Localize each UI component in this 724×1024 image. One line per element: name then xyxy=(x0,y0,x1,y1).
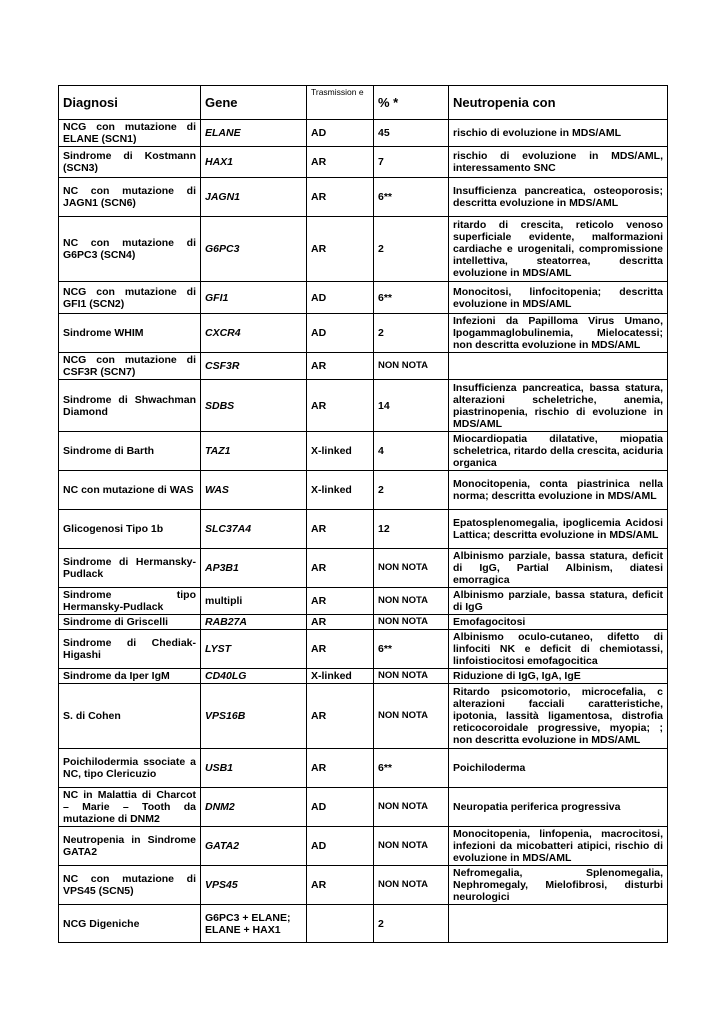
cell-gene: CD40LG xyxy=(201,669,307,684)
table-row xyxy=(59,905,668,943)
table-row xyxy=(59,749,668,788)
cell-neutropenia: Monocitopenia, linfopenia, macrocitosi, infezioni da micobatteri atipici, rischio di evoluzione in MDS/AML xyxy=(449,827,668,866)
cell-percent: 2 xyxy=(374,314,449,353)
cell-percent: 14 xyxy=(374,380,449,432)
table-row xyxy=(59,630,668,669)
cell-trasmissione: AD xyxy=(307,314,374,353)
table-body xyxy=(59,120,668,943)
cell-gene: VPS16B xyxy=(201,684,307,749)
cell-diagnosi: Sindrome tipo Hermansky-Pudlack xyxy=(59,588,201,615)
cell-neutropenia: Albinismo oculo-cutaneo, difetto di linfociti NK e deficit di chemiotassi, linfoistiocitosi emofagocitica xyxy=(449,630,668,669)
cell-percent: 45 xyxy=(374,120,449,147)
cell-diagnosi: NC con mutazione di WAS xyxy=(59,471,201,510)
cell-trasmissione: AD xyxy=(307,788,374,827)
cell-diagnosi: Poichilodermia ssociate a NC, tipo Clericuzio xyxy=(59,749,201,788)
cell-diagnosi: Sindrome di Shwachman Diamond xyxy=(59,380,201,432)
table-row xyxy=(59,432,668,471)
cell-trasmissione: X-linked xyxy=(307,471,374,510)
table-row xyxy=(59,353,668,380)
cell-trasmissione: AR xyxy=(307,615,374,630)
cell-trasmissione: AR xyxy=(307,380,374,432)
cell-neutropenia: Ritardo psicomotorio, microcefalia, c alterazioni facciali caratteristiche, ipotonia, lassità ligamentosa, distrofia reticocoroidale progressive, myopia; ; non descritta evoluzione in MDS/AML xyxy=(449,684,668,749)
cell-percent: NON NOTA xyxy=(374,788,449,827)
cell-percent: NON NOTA xyxy=(374,353,449,380)
cell-gene: G6PC3 xyxy=(201,217,307,282)
table-row xyxy=(59,684,668,749)
cell-neutropenia: Neuropatia periferica progressiva xyxy=(449,788,668,827)
cell-neutropenia: Monocitopenia, conta piastrinica nella norma; descritta evoluzione in MDS/AML xyxy=(449,471,668,510)
table-row xyxy=(59,788,668,827)
cell-trasmissione: AD xyxy=(307,120,374,147)
table-row xyxy=(59,217,668,282)
cell-diagnosi: S. di Cohen xyxy=(59,684,201,749)
cell-trasmissione xyxy=(307,905,374,943)
cell-percent: 7 xyxy=(374,147,449,178)
cell-neutropenia: Insufficienza pancreatica, osteoporosis; descritta evoluzione in MDS/AML xyxy=(449,178,668,217)
table-row xyxy=(59,588,668,615)
cell-neutropenia: Albinismo parziale, bassa statura, deficit di IgG, Partial Albinism, diatesi emorragica xyxy=(449,549,668,588)
table-row xyxy=(59,471,668,510)
cell-trasmissione: AR xyxy=(307,588,374,615)
cell-trasmissione: AD xyxy=(307,282,374,314)
cell-diagnosi: NC con mutazione di G6PC3 (SCN4) xyxy=(59,217,201,282)
cell-neutropenia: Poichiloderma xyxy=(449,749,668,788)
cell-diagnosi: Sindrome di Barth xyxy=(59,432,201,471)
cell-gene: LYST xyxy=(201,630,307,669)
table-row xyxy=(59,178,668,217)
cell-gene: ELANE xyxy=(201,120,307,147)
cell-diagnosi: NCG con mutazione di ELANE (SCN1) xyxy=(59,120,201,147)
cell-gene: RAB27A xyxy=(201,615,307,630)
cell-gene: CXCR4 xyxy=(201,314,307,353)
cell-trasmissione: X-linked xyxy=(307,669,374,684)
cell-percent: NON NOTA xyxy=(374,669,449,684)
cell-trasmissione: AR xyxy=(307,178,374,217)
cell-trasmissione: AR xyxy=(307,630,374,669)
cell-gene: HAX1 xyxy=(201,147,307,178)
cell-gene: CSF3R xyxy=(201,353,307,380)
cell-percent: 6** xyxy=(374,749,449,788)
cell-percent: NON NOTA xyxy=(374,684,449,749)
table-row xyxy=(59,147,668,178)
header-gene: Gene xyxy=(201,86,307,120)
table-row xyxy=(59,549,668,588)
header-percent: % * xyxy=(374,86,449,120)
neutropenia-table xyxy=(58,85,668,943)
cell-diagnosi: Sindrome di Griscelli xyxy=(59,615,201,630)
table-row xyxy=(59,314,668,353)
cell-percent: 12 xyxy=(374,510,449,549)
cell-gene: G6PC3 + ELANE; ELANE + HAX1 xyxy=(201,905,307,943)
cell-neutropenia: Insufficienza pancreatica, bassa statura, alterazioni scheletriche, anemia, piastrinopenia, rischio di evoluzione in MDS/AML xyxy=(449,380,668,432)
cell-percent: 6** xyxy=(374,630,449,669)
cell-trasmissione: X-linked xyxy=(307,432,374,471)
cell-neutropenia: rischio di evoluzione in MDS/AML xyxy=(449,120,668,147)
table-row xyxy=(59,380,668,432)
cell-percent: 2 xyxy=(374,471,449,510)
cell-trasmissione: AR xyxy=(307,353,374,380)
cell-gene: JAGN1 xyxy=(201,178,307,217)
table-row xyxy=(59,669,668,684)
cell-diagnosi: NC in Malattia di Charcot – Marie – Tooth da mutazione di DNM2 xyxy=(59,788,201,827)
cell-neutropenia: Albinismo parziale, bassa statura, deficit di IgG xyxy=(449,588,668,615)
table-row xyxy=(59,282,668,314)
cell-diagnosi: Sindrome da Iper IgM xyxy=(59,669,201,684)
cell-gene: GFI1 xyxy=(201,282,307,314)
cell-percent: 4 xyxy=(374,432,449,471)
cell-percent: 2 xyxy=(374,905,449,943)
cell-neutropenia: Emofagocitosi xyxy=(449,615,668,630)
cell-trasmissione: AD xyxy=(307,827,374,866)
table-row xyxy=(59,120,668,147)
cell-neutropenia: Monocitosi, linfocitopenia; descritta evoluzione in MDS/AML xyxy=(449,282,668,314)
cell-diagnosi: NCG Digeniche xyxy=(59,905,201,943)
cell-percent: 2 xyxy=(374,217,449,282)
cell-gene: VPS45 xyxy=(201,866,307,905)
cell-neutropenia: Miocardiopatia dilatative, miopatia scheletrica, ritardo della crescita, aciduria organica xyxy=(449,432,668,471)
cell-neutropenia: Epatosplenomegalia, ipoglicemia Acidosi Lattica; descritta evoluzione in MDS/AML xyxy=(449,510,668,549)
cell-percent: 6** xyxy=(374,178,449,217)
cell-diagnosi: Sindrome di Chediak-Higashi xyxy=(59,630,201,669)
cell-trasmissione: AR xyxy=(307,510,374,549)
cell-diagnosi: Sindrome di Kostmann (SCN3) xyxy=(59,147,201,178)
table-row xyxy=(59,866,668,905)
cell-diagnosi: Neutropenia in Sindrome GATA2 xyxy=(59,827,201,866)
cell-trasmissione: AR xyxy=(307,217,374,282)
header-diagnosi: Diagnosi xyxy=(59,86,201,120)
cell-diagnosi: Sindrome di Hermansky-Pudlack xyxy=(59,549,201,588)
cell-percent: 6** xyxy=(374,282,449,314)
cell-trasmissione: AR xyxy=(307,866,374,905)
cell-diagnosi: NC con mutazione di JAGN1 (SCN6) xyxy=(59,178,201,217)
cell-diagnosi: NCG con mutazione di GFI1 (SCN2) xyxy=(59,282,201,314)
cell-gene: multipli xyxy=(201,588,307,615)
cell-gene: DNM2 xyxy=(201,788,307,827)
cell-neutropenia xyxy=(449,905,668,943)
cell-neutropenia: rischio di evoluzione in MDS/AML, interessamento SNC xyxy=(449,147,668,178)
cell-percent: NON NOTA xyxy=(374,615,449,630)
cell-neutropenia: Riduzione di IgG, IgA, IgE xyxy=(449,669,668,684)
table-row xyxy=(59,827,668,866)
cell-neutropenia: Nefromegalia, Splenomegalia, Nephromegaly, Mielofibrosi, disturbi neurologici xyxy=(449,866,668,905)
cell-gene: SDBS xyxy=(201,380,307,432)
cell-gene: GATA2 xyxy=(201,827,307,866)
cell-diagnosi: Sindrome WHIM xyxy=(59,314,201,353)
cell-gene: SLC37A4 xyxy=(201,510,307,549)
cell-trasmissione: AR xyxy=(307,684,374,749)
cell-trasmissione: AR xyxy=(307,749,374,788)
cell-trasmissione: AR xyxy=(307,549,374,588)
table-row xyxy=(59,615,668,630)
cell-diagnosi: NC con mutazione di VPS45 (SCN5) xyxy=(59,866,201,905)
header-row xyxy=(59,86,668,120)
cell-gene: AP3B1 xyxy=(201,549,307,588)
cell-percent: NON NOTA xyxy=(374,866,449,905)
cell-gene: WAS xyxy=(201,471,307,510)
cell-neutropenia xyxy=(449,353,668,380)
cell-percent: NON NOTA xyxy=(374,549,449,588)
header-neutropenia: Neutropenia con xyxy=(449,86,668,120)
cell-diagnosi: Glicogenosi Tipo 1b xyxy=(59,510,201,549)
cell-percent: NON NOTA xyxy=(374,588,449,615)
cell-diagnosi: NCG con mutazione di CSF3R (SCN7) xyxy=(59,353,201,380)
cell-neutropenia: Infezioni da Papilloma Virus Umano, Ipogammaglobulinemia, Mielocatessi; non descritta evoluzione in MDS/AML xyxy=(449,314,668,353)
table-row xyxy=(59,510,668,549)
cell-percent: NON NOTA xyxy=(374,827,449,866)
cell-trasmissione: AR xyxy=(307,147,374,178)
header-trasmissione: Trasmission e xyxy=(307,86,374,120)
cell-neutropenia: ritardo di crescita, reticolo venoso superficiale evidente, malformazioni cardiache e urogenitali, compromissione intellettiva, steatorrea, descritta evoluzione in MDS/AML xyxy=(449,217,668,282)
cell-gene: USB1 xyxy=(201,749,307,788)
cell-gene: TAZ1 xyxy=(201,432,307,471)
